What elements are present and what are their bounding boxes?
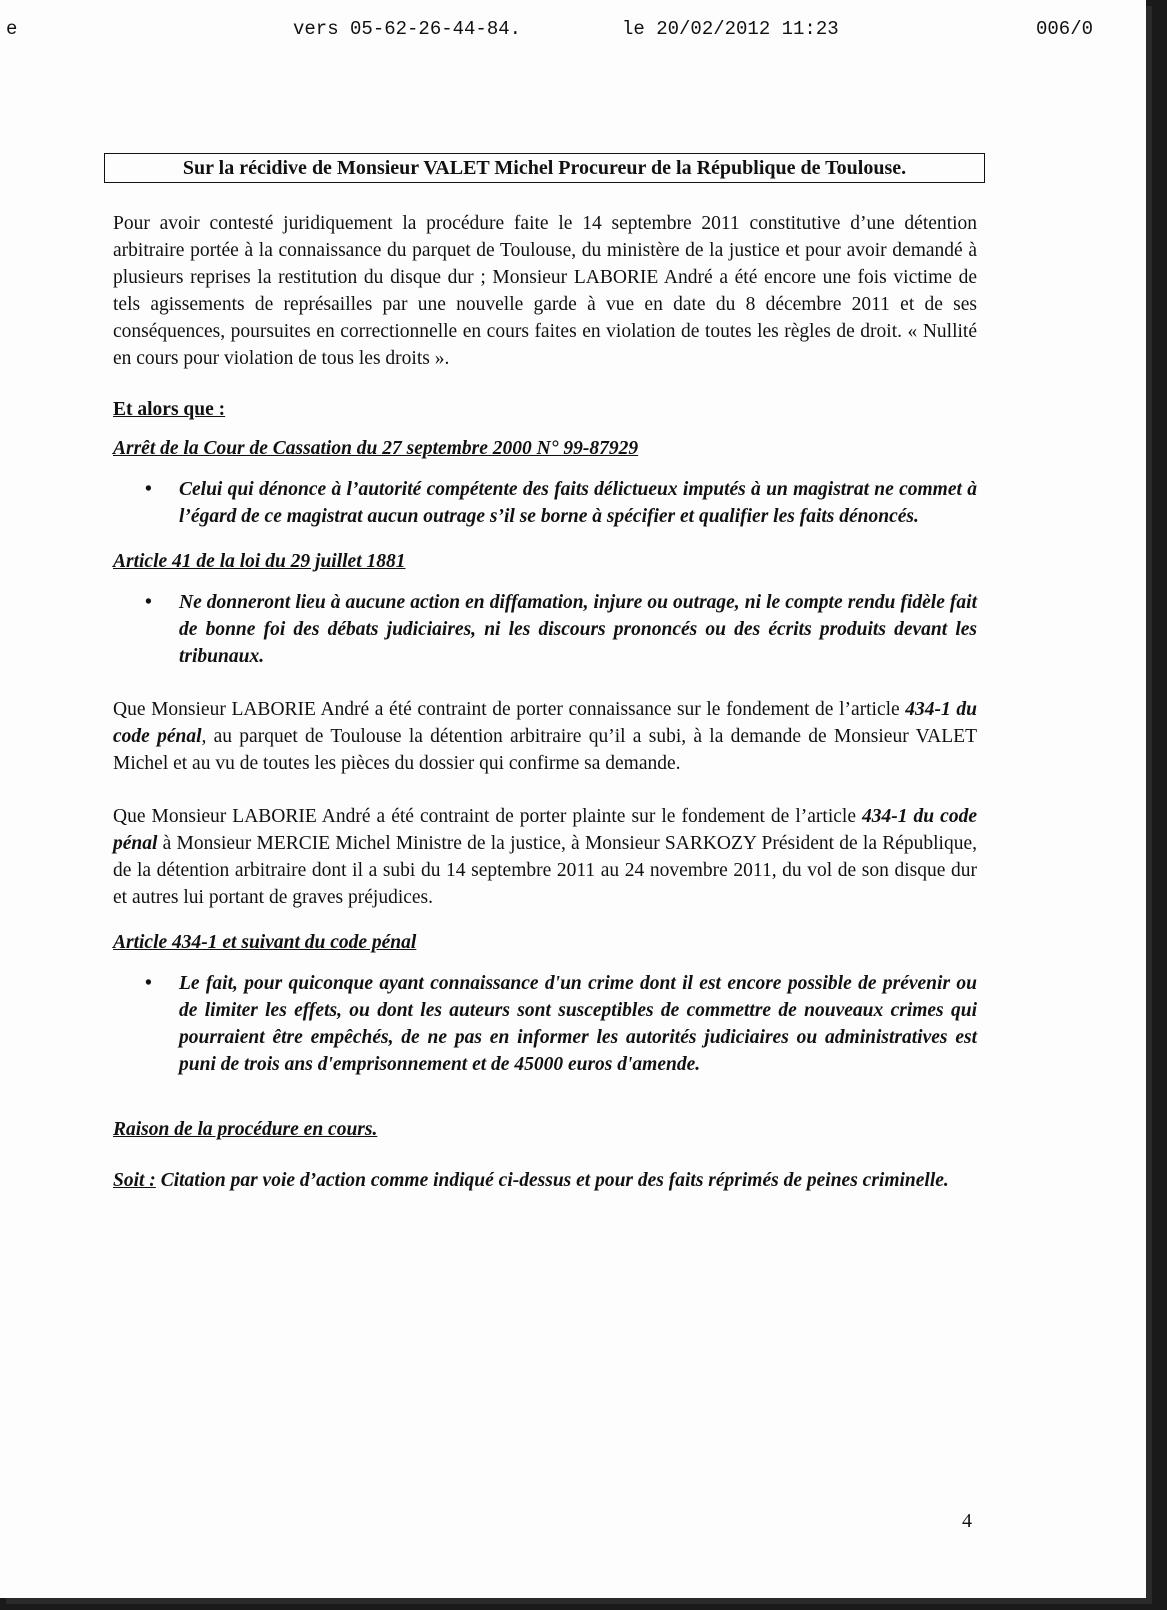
paragraph-plainte-c: à Monsieur MERCIE Michel Ministre de la justice, à Monsieur SARKOZY Président de la République, de la détention arbitraire dont il a subi du 14 septembre 2011 au 24 novembre 2011, du vol de son disque dur et autres lui portant de graves préjudices. (113, 833, 977, 908)
article434-heading: Article 434-1 et suivant du code pénal (113, 932, 417, 953)
bullet-symbol: • (145, 973, 152, 994)
raison-heading: Raison de la procédure en cours. (113, 1119, 378, 1140)
article41-bullet-text: Ne donneront lieu à aucune action en diffamation, injure ou outrage, ni le compte rendu fidèle fait de bonne foi des débats judiciaires, ni les discours prononcés ou des écrits produits devant les tribunaux. (179, 592, 977, 667)
bullet-symbol: • (145, 479, 152, 500)
fax-page-code: 006/0 (1036, 18, 1094, 40)
article41-heading: Article 41 de la loi du 29 juillet 1881 (113, 551, 406, 572)
fax-date: le 20/02/2012 11:23 (622, 18, 839, 40)
cassation-heading: Arrêt de la Cour de Cassation du 27 septembre 2000 N° 99-87929 (113, 438, 639, 459)
soit-paragraph (113, 1167, 977, 1194)
fax-left-mark: e (6, 18, 18, 40)
article434-bullet (113, 970, 977, 1078)
fax-recipient: vers 05-62-26-44-84. (293, 18, 522, 40)
paragraph-plainte-code: 434-1 du code pénal (113, 806, 977, 854)
paragraph-connaissance-a: Que Monsieur LABORIE André a été contraint de porter connaissance sur le fondement de l’article (113, 699, 906, 720)
bullet-symbol: • (145, 592, 152, 613)
et-alors-que-heading: Et alors que : (113, 399, 226, 420)
cassation-bullet (113, 476, 977, 530)
page-number: 4 (962, 1510, 972, 1532)
soit-text: Citation par voie d’action comme indiqué ci-dessus et pour des faits réprimés de peines criminelle. (155, 1170, 949, 1191)
article434-bullet-text: Le fait, pour quiconque ayant connaissance d'un crime dont il est encore possible de prévenir ou de limiter les effets, ou dont les auteurs sont susceptibles de commettre de nouveaux crimes qui pourraient être empêchés, de ne pas en informer les autorités judiciaires ou administratives est puni de trois ans d'emprisonnement et de 45000 euros d'amende. (179, 973, 977, 1075)
paragraph-connaissance (113, 696, 977, 777)
soit-label: Soit : (113, 1170, 156, 1191)
article41-bullet (113, 589, 977, 670)
cassation-bullet-text: Celui qui dénonce à l’autorité compétente des faits délictueux imputés à un magistrat ne commet à l’égard de ce magistrat aucun outrage s’il se borne à spécifier et qualifier les faits dénoncés. (179, 479, 977, 527)
paragraph-connaissance-c: , au parquet de Toulouse la détention arbitraire qu’il a subi, à la demande de Monsieur VALET Michel et au vu de toutes les pièces du dossier qui confirme sa demande. (113, 726, 977, 774)
fax-header (0, 18, 1146, 42)
paragraph-plainte (113, 803, 977, 911)
intro-paragraph: Pour avoir contesté juridiquement la procédure faite le 14 septembre 2011 constitutive d’une détention arbitraire portée à la connaissance du parquet de Toulouse, du ministère de la justice et pour avoir demandé à plusieurs reprises la restitution du disque dur ; Monsieur LABORIE André a été encore une fois victime de tels agissements de représailles par une nouvelle garde à vue en date du 8 décembre 2011 et de ses conséquences, poursuites en correctionnelle en cours faites en violation de toutes les règles de droit. « Nullité en cours pour violation de tous les droits ». (113, 213, 977, 369)
paragraph-connaissance-code: 434-1 du code pénal (113, 699, 977, 747)
paragraph-plainte-a: Que Monsieur LABORIE André a été contraint de porter plainte sur le fondement de l’article (113, 806, 863, 827)
section-title: Sur la récidive de Monsieur VALET Michel Procureur de la République de Toulouse. (104, 153, 985, 183)
document-body (113, 210, 977, 1194)
